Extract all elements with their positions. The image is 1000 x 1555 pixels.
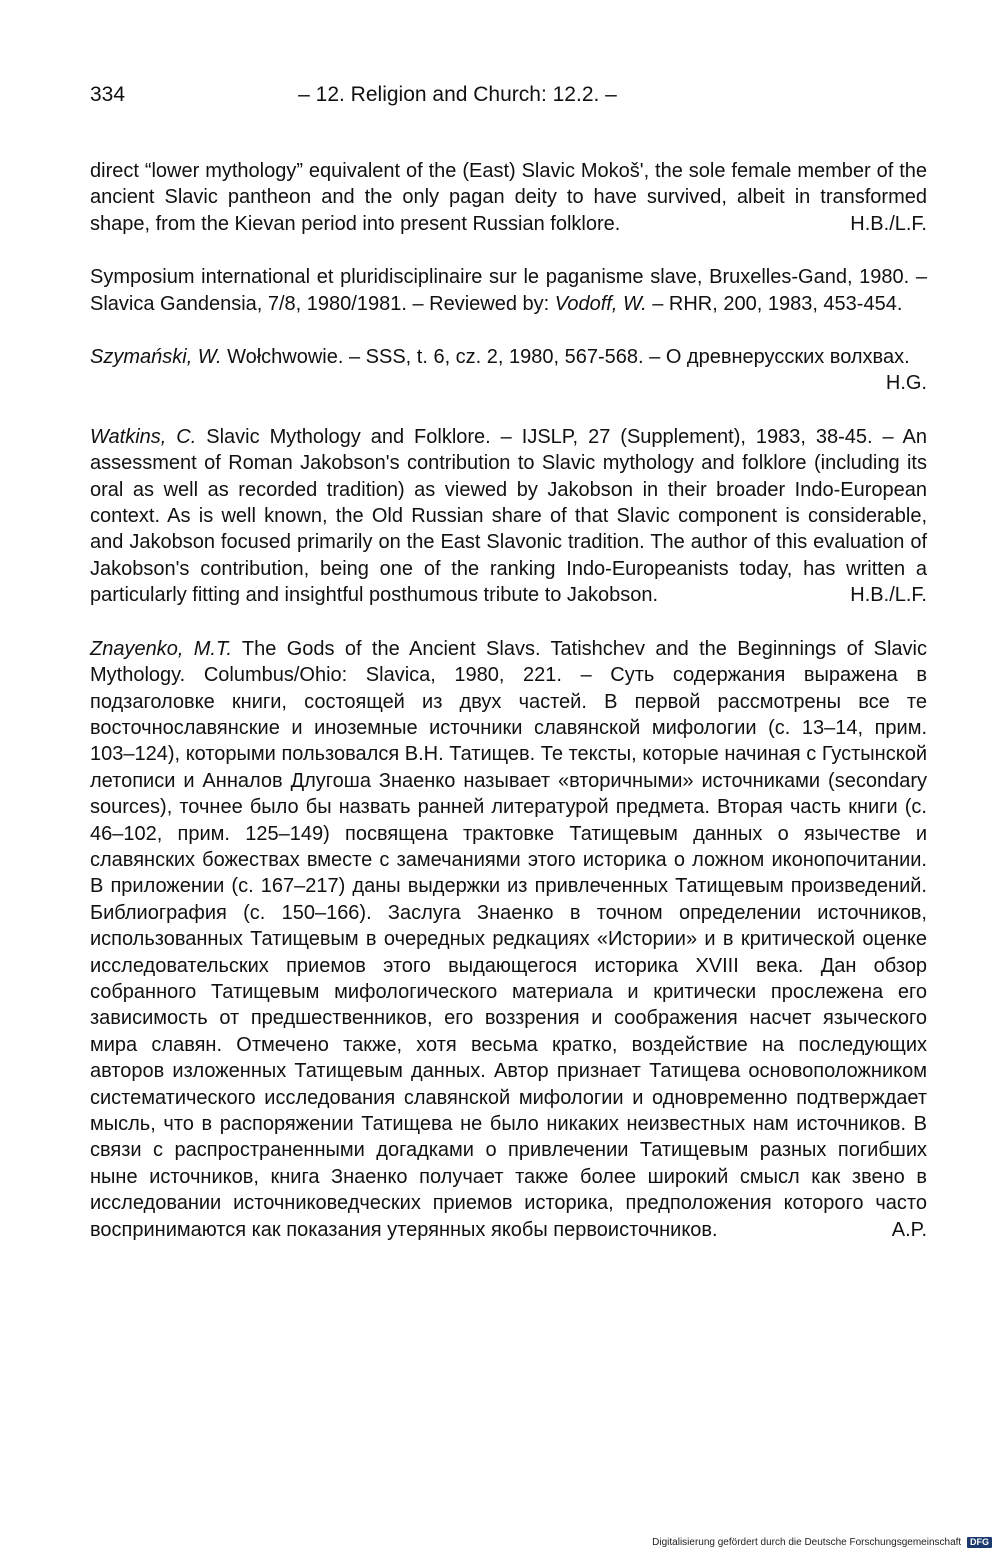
running-head: – 12. Religion and Church: 12.2. – [298,83,617,106]
funding-note-text: Digitalisierung gefördert durch die Deutsche Forschungsgemeinschaft [652,1537,962,1548]
entry-text-after: – RHR, 200, 1983, 453-454. [652,292,903,315]
bibliography-entry [90,344,927,397]
bibliography-entry [90,264,927,317]
reviewer-initials: H.B./L.F. [850,584,927,607]
reviewer-initials: H.B./L.F. [850,212,927,235]
entry-author: Szymański, W. [90,346,222,369]
bibliography-entry [90,158,927,237]
reviewer-name: Vodoff, W. [554,292,647,315]
dfg-logo-icon: DFG [967,1537,992,1548]
entry-text: The Gods of the Ancient Slavs. Tatishchev and the Beginnings of Slavic Mythology. Columbus/Ohio: Slavica, 1980, 221. – Суть содержания выражена в подзаголовке книги, состоящей из двух частей. В первой рассмотрены все те восточнославянские и иноземные источники славянской мифологии (с. 13–14, прим. 103–124), которыми пользовался В.Н. Татищев. Те тексты, которые начиная с Густынской летописи и Анналов Длугоша Знаенко называет «вторичными» источниками (secondary sources), точнее было бы назвать ранней литературой предмета. Вторая часть книги (с. 46–102, прим. 125–149) посвящена трактовке Татищевым данных о язычестве и славянских божествах вместе с замечаниями этого историка о ложном иконопочитании. В приложении (с. 167–217) даны выдержки из привлеченных Татищевым произведений. Библиография (с. 150–166). Заслуга Знаенко в точном определении источников, использованных Татищевым в очередных редкациях «Истории» и в критической оценке исследовательских приемов этого выдающегося историка XVIII века. Дан обзор собранного Татищевым мифологического материала и критически прослежена его зависимость от предшественников, его воззрения и соображения насчет языческого мира славян. Отмечено также, хотя весьма кратко, воздействие на последующих авторов изложенных Татищевым данных. Автор признает Татищева основоположником систематического исследования славянской мифологии и одновременно подтверждает мысль, что в распоряжении Татищева не было никаких неизвестных нам источников. В связи с распространенными догадками о привлечении Татищевым разных погибших ныне источников, книга Знаенко получает также более широкий смысл как звено в исследовании источниковедческих приемов историка, предположения которого часто воспринимаются как показания утерянных якобы первоисточников. [90,637,927,1241]
page-header [90,80,925,110]
bibliography-entry [90,424,927,609]
bibliography-entry [90,636,927,1243]
bibliography-entries [90,158,927,1243]
page-number: 334 [90,83,126,106]
entry-author: Watkins, C. [90,425,197,448]
entry-author: Znayenko, M.T. [90,637,232,660]
entry-text: Symposium international et pluridisciplinaire sur le paganisme slave, Bruxelles-Gand, 1980. – Slavica Gandensia, 7/8, 1980/1981. – Reviewed by: [90,266,927,315]
entry-text: direct “lower mythology” equivalent of the (East) Slavic Mokoš', the sole female member of the ancient Slavic pantheon and the only pagan deity to have survived, albeit in transformed shape, from the Kievan period into present Russian folklore. [90,160,927,235]
reviewer-initials: H.G. [885,372,927,395]
funding-note [652,1537,992,1549]
entry-text: Slavic Mythology and Folklore. – IJSLP, 27 (Supplement), 1983, 38-45. – An assessment of Roman Jakobson's contribution to Slavic mythology and folklore (including its oral as well as recorded tradition) as viewed by Jakobson in their broader Indo-European context. As is well known, the Old Russian share of that Slavic component is considerable, and Jakobson focused primarily on the East Slavonic tradition. The author of this evaluation of Jakobson's contribution, being one of the ranking Indo-Europeanists today, has written a particularly fitting and insightful posthumous tribute to Jakobson. [90,425,928,607]
reviewer-initials: A.P. [891,1218,927,1241]
entry-text: Wołchwowie. – SSS, t. 6, cz. 2, 1980, 567-568. – О древнерусских волхвах. [227,346,910,369]
